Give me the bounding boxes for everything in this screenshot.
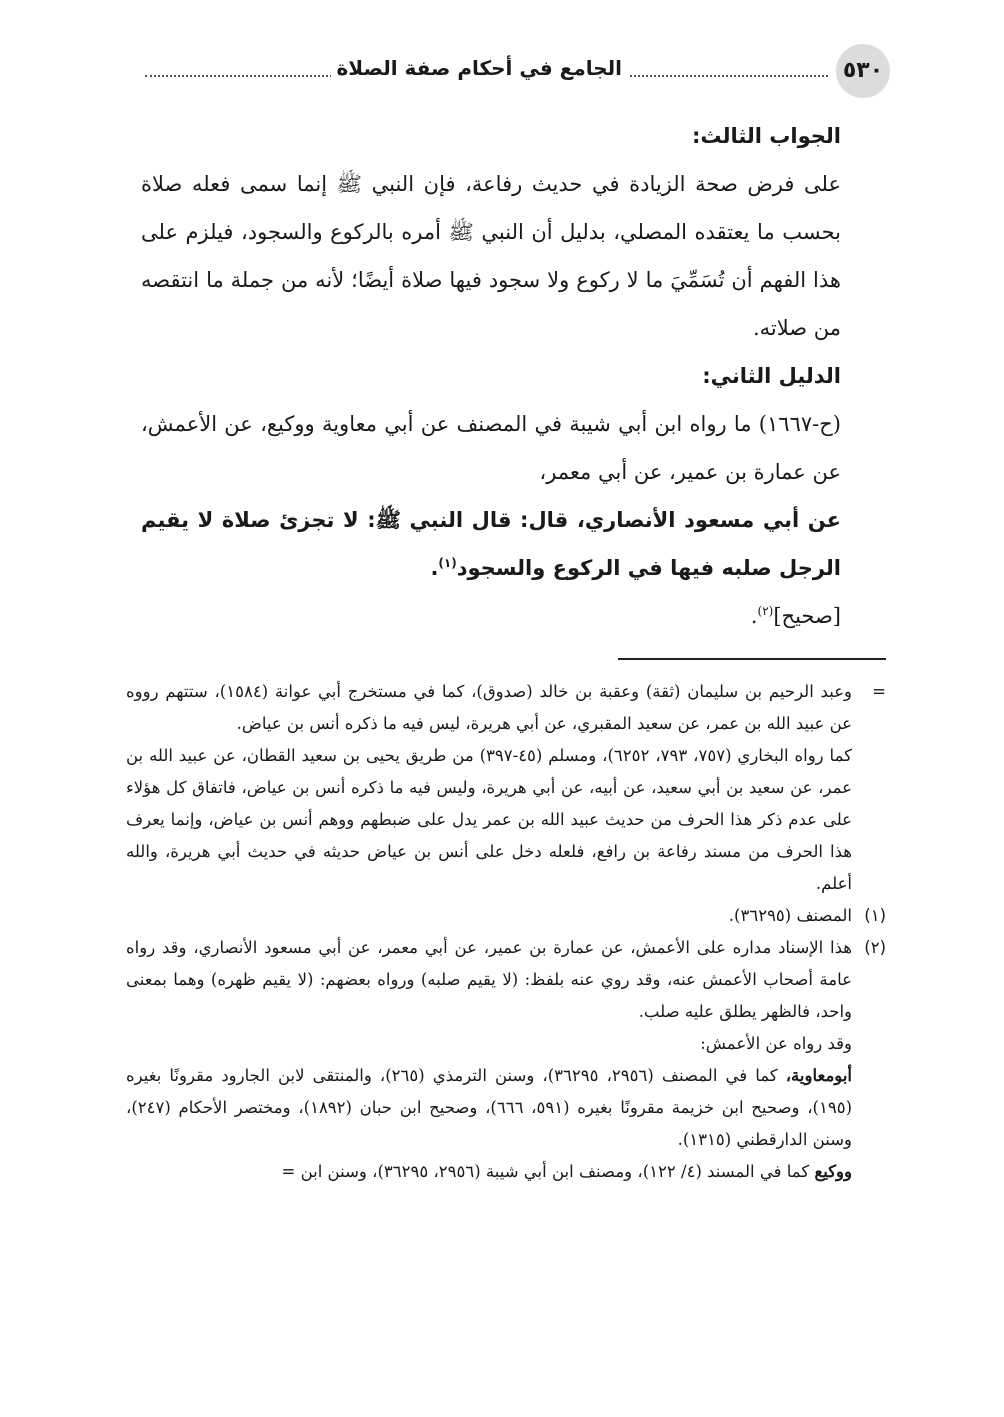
footnote-separator xyxy=(618,658,886,660)
footnote-2-p3-text: كما في المصنف (٢٩٥٦، ٣٦٢٩٥)، وسنن الترمذي (٢٦٥)، والمنتقى لابن الجارود مقرونًا بغيره (١٩٥)، وصحيح ابن خزيمة مقرونًا بغيره (٥٩١، ٦٦٦)، وصحيح ابن حبان (١٨٩٢)، ومختصر الأحكام (٢٤٧)، وسنن الدارقطني (١٣١٥). xyxy=(126,1066,852,1149)
page-number: ٥٣٠ xyxy=(836,44,890,98)
hadith-body: عن أبي مسعود الأنصاري، قال: قال النبي ﷺ: لا تجزئ صلاة لا يقيم الرجل صلبه فيها في الركوع والسجود xyxy=(141,508,841,580)
grade-label: [صحيح] xyxy=(773,604,841,628)
main-text xyxy=(141,112,841,640)
running-title: الجامع في أحكام صفة الصلاة xyxy=(331,56,629,80)
page-header xyxy=(145,44,890,100)
footnote-2-p2: وقد رواه عن الأعمش: xyxy=(700,1034,852,1053)
footnote-ref-2[interactable]: (٢) xyxy=(757,604,774,618)
footnote-2-p4 xyxy=(126,1156,852,1188)
continuation-marker: = xyxy=(872,682,886,701)
footnote-2-p1: هذا الإسناد مداره على الأعمش، عن عمارة بن عمير، عن أبي معمر، عن أبي مسعود الأنصاري، وقد رواه عامة أصحاب الأعمش عنه، وقد روي عنه بلفظ: (لا يقيم صلبه) ورواه بعضهم: (لا يقيم ظهره) وهما بمعنى واحد، فالظهر يطلق عليه صلب. xyxy=(126,938,852,1021)
grade-end: . xyxy=(750,604,758,628)
paragraph-isnad: (ح-١٦٦٧) ما رواه ابن أبي شيبة في المصنف عن أبي معاوية ووكيع، عن الأعمش، عن عمارة بن عمير، عن أبي معمر، xyxy=(141,412,841,484)
heading-second-evidence: الدليل الثاني: xyxy=(702,364,841,388)
footnote-continued-p1: وعبد الرحيم بن سليمان (ثقة) وعقبة بن خالد (صدوق)، كما في مستخرج أبي عوانة (١٥٨٤)، ستتهم رووه عن عبيد الله بن عمر، عن سعيد المقبري، عن أبي هريرة، ليس فيه ما ذكره أنس بن عياض. xyxy=(126,682,853,733)
footnote-1 xyxy=(126,900,886,932)
hadith-text xyxy=(141,496,841,592)
footnote-ref-1[interactable]: (١) xyxy=(438,556,457,570)
footnote-continued-p2: كما رواه البخاري (٧٥٧، ٧٩٣، ٦٢٥٢)، ومسلم (٤٥-٣٩٧) من طريق يحيى بن سعيد القطان، عن عبيد الله بن عمر، عن سعيد بن أبي سعيد، عن أبيه، عن أبي هريرة، وليس فيه ما ذكره أنس بن عياض، فاتفاق كل هؤلاء على عدم ذكر هذا الحرف من حديث عبيد الله بن عمر يدل على ضبطهم ووهم أنس بن عياض، وإنما يعرف هذا الحرف من مسند رفاعة بن رافع، فلعله دخل على أنس بن عياض حديثه في حديث أبي هريرة، والله أعلم. xyxy=(126,746,852,893)
footnote-2-body xyxy=(126,932,852,1188)
narrator-abu-muawiya: أبومعاوية، xyxy=(785,1066,852,1085)
footnote-2-p3 xyxy=(126,1060,852,1156)
hadith-end: . xyxy=(430,556,439,580)
narrator-waki: ووكيع xyxy=(814,1162,852,1181)
footnote-2 xyxy=(126,932,886,1188)
footnote-2-p4-text: كما في المسند (٤/ ١٢٢)، ومصنف ابن أبي شيبة (٢٩٥٦، ٣٦٢٩٥)، وسنن ابن = xyxy=(281,1162,815,1181)
footnote-2-marker: (٢) xyxy=(864,938,886,957)
footnotes xyxy=(126,676,886,1188)
footnote-continued-body xyxy=(126,676,852,900)
footnote-1-text: المصنف (٣٦٢٩٥). xyxy=(728,906,852,925)
heading-third-answer: الجواب الثالث: xyxy=(691,124,841,148)
footnote-continued xyxy=(126,676,886,900)
paragraph-third-answer: على فرض صحة الزيادة في حديث رفاعة، فإن النبي ﷺ إنما سمى فعله صلاة بحسب ما يعتقده المصلي، بدليل أن النبي ﷺ أمره بالركوع والسجود، فيلزم على هذا الفهم أن تُسَمِّيَ ما لا ركوع ولا سجود فيها صلاة أيضًا؛ لأنه من جملة ما انتقصه من صلاته. xyxy=(141,172,841,340)
hadith-grade xyxy=(141,592,841,640)
footnote-1-marker: (١) xyxy=(864,906,886,925)
